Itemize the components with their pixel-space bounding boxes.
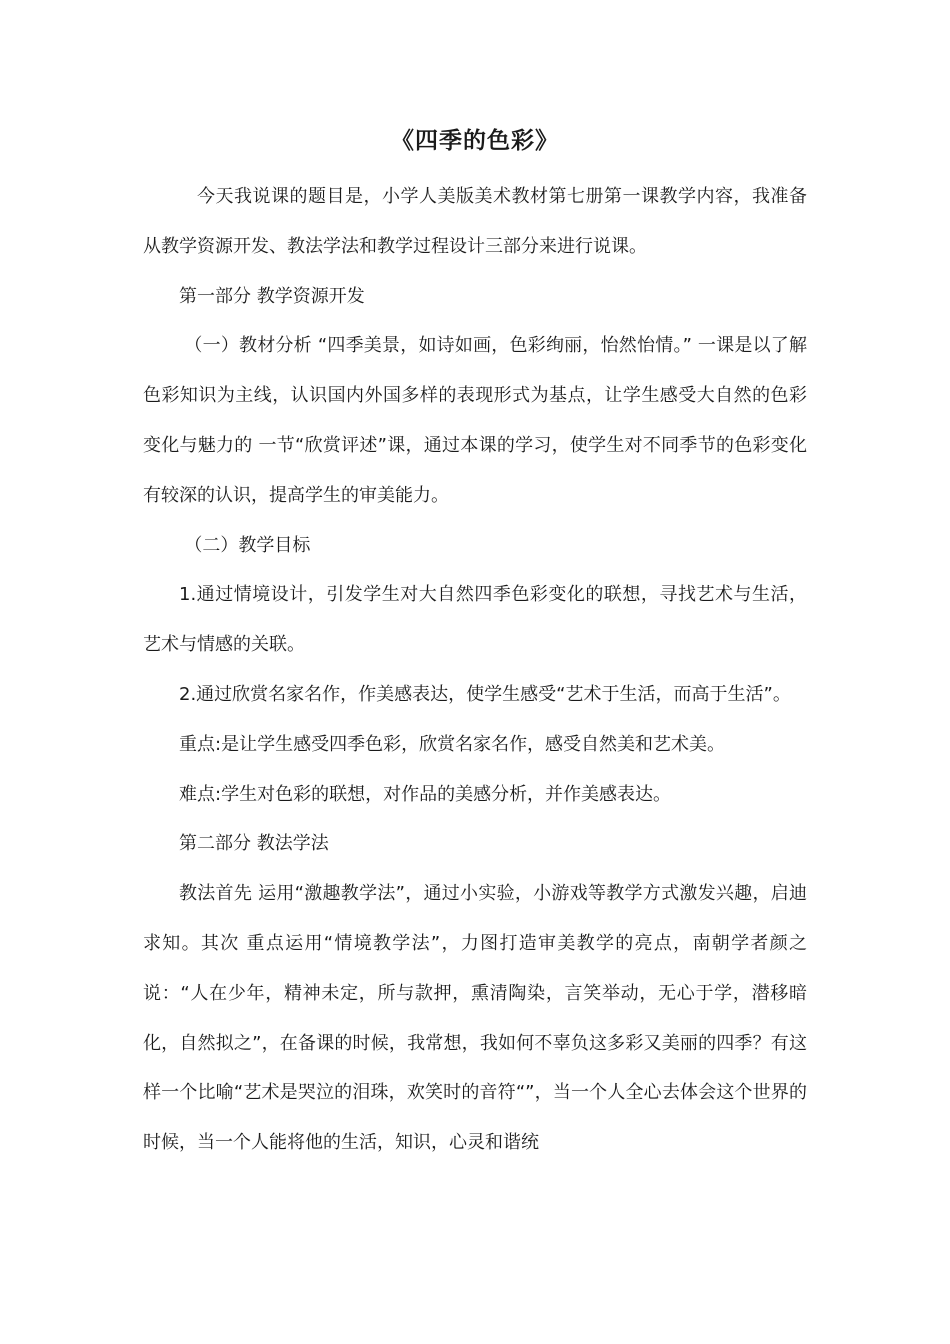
subheading-teaching-goals: （二）教学目标 [184, 534, 311, 556]
textbook-analysis-paragraph: （一）教材分析 “四季美景，如诗如画，色彩绚丽，怡然怡情。” 一课是以了解色彩知识为主线，认识国内外国多样的表现形式为基点，让学生感受大自然的色彩变化与魅力的 一节“欣赏评述”课，通过本课的学习，使学生对不同季节的色彩变化有较深的认识，提高学生的审美能力。 [143, 335, 807, 506]
difficulty-paragraph: 难点:学生对色彩的联想，对作品的美感分析，并作美感表达。 [179, 783, 672, 805]
goal-item-2: 2.通过欣赏名家名作，作美感表达，使学生感受“艺术于生活，而高于生活”。 [179, 683, 791, 705]
key-point-paragraph: 重点:是让学生感受四季色彩，欣赏名家名作，感受自然美和艺术美。 [179, 733, 726, 755]
document-title: 《四季的色彩》 [391, 128, 559, 154]
teaching-methods-paragraph: 教法首先 运用“激趣教学法”，通过小实验，小游戏等教学方式激发兴趣，启迪求知。其次 重点运用“情境教学法”，力图打造审美教学的亮点，南朝学者颜之说：“人在少年，精神未定，所与款押，熏清陶染，言笑举动，无心于学，潜移暗化，自然拟之”，在备课的时候，我常想，我如何不辜负这多彩又美丽的四季？有这样一个比喻“艺术是哭泣的泪珠，欢笑时的音符“”，当一个人全心去体会这个世界的时候，当一个人能将他的生活，知识，心灵和谐统 [143, 883, 807, 1154]
section-heading-part-one: 第一部分 教学资源开发 [179, 285, 365, 307]
intro-paragraph: 今天我说课的题目是，小学人美版美术教材第七册第一课教学内容，我准备从教学资源开发、教法学法和教学过程设计三部分来进行说课。 [143, 186, 807, 257]
section-heading-part-two: 第二部分 教法学法 [179, 833, 329, 855]
document-body [143, 172, 807, 1168]
goal-item-1: 1.通过情境设计，引发学生对大自然四季色彩变化的联想，寻找艺术与生活， 艺术与情感的关联。 [143, 584, 807, 656]
